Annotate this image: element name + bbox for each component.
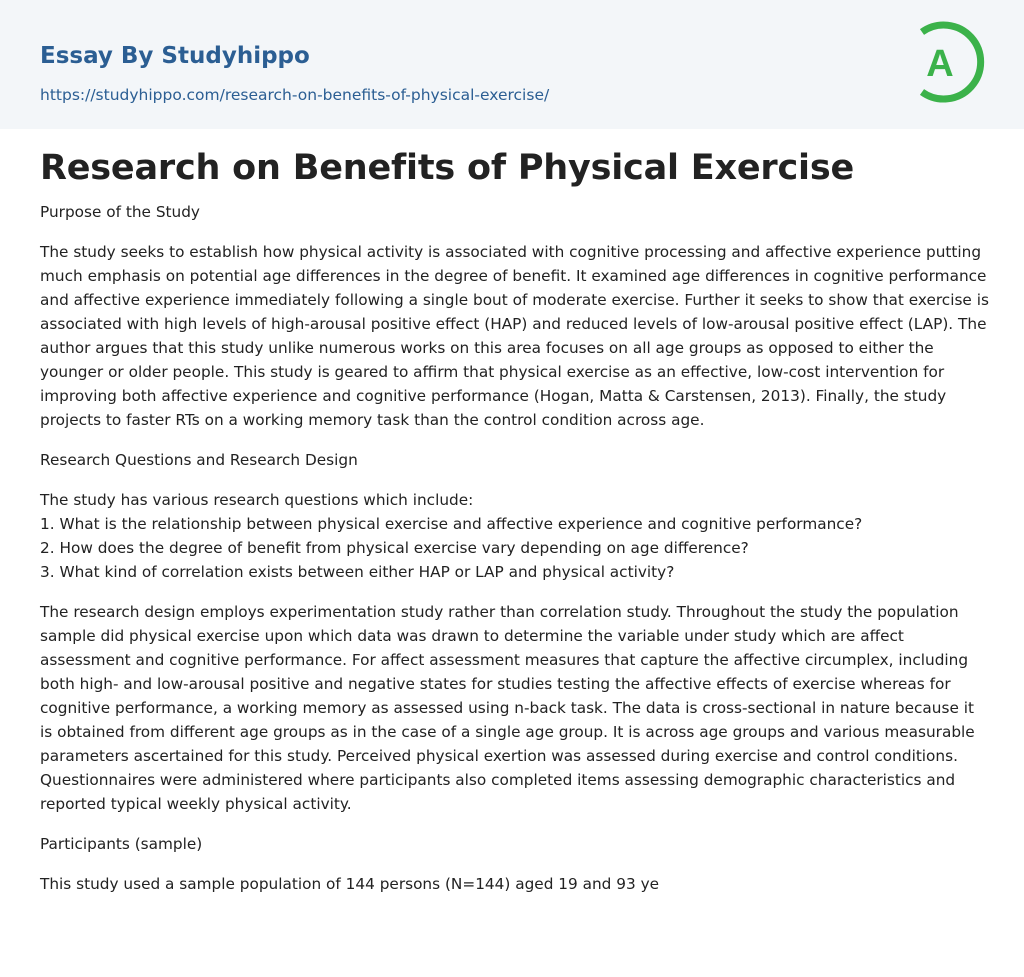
paragraph-research-design: The research design employs experimentation study rather than correlation study. Throughout the study the population sample did physical exercise upon which data was drawn to determine the variable under study which are affect assessment and cognitive performance. For affect assessment measures that capture the affective circumplex, including both high- and low-arousal positive and negative states for studies testing the affective effects of exercise whereas for cognitive performance, a working memory as assessed using n-back task. The data is cross-sectional in nature because it is obtained from different age groups as in the case of a single age group. It is across age groups and various measurable parameters ascertained for this study. Perceived physical exertion was assessed during exercise and control conditions. Questionnaires were administered where participants also completed items assessing demographic characteristics and reported typical weekly physical activity. — [40, 603, 975, 813]
logo-icon — [912, 20, 986, 104]
section-heading-participants: Participants (sample) — [40, 835, 203, 853]
studyhippo-logo[interactable] — [912, 20, 986, 104]
site-header — [0, 0, 1024, 129]
logo-letter: A — [926, 43, 954, 85]
article-url-link[interactable]: https://studyhippo.com/research-on-benefits-of-physical-exercise/ — [40, 86, 550, 104]
paragraph-research-questions: The study has various research questions which include: 1. What is the relationship between physical exercise and affective experience and cognitive performance? 2. How does the degree of benefit from physical exercise vary depending on age difference? 3. What kind of correlation exists between either HAP or LAP and physical activity? — [40, 491, 863, 581]
article-title: Research on Benefits of Physical Exercise — [40, 148, 854, 188]
site-brand[interactable]: Essay By Studyhippo — [40, 43, 310, 69]
section-heading-purpose: Purpose of the Study — [40, 203, 200, 221]
article — [40, 140, 990, 912]
paragraph-participants: This study used a sample population of 144 persons (N=144) aged 19 and 93 ye — [40, 875, 660, 893]
paragraph-purpose: The study seeks to establish how physical activity is associated with cognitive processing and affective experience putting much emphasis on potential age differences in the degree of benefit. It examined age differences in cognitive performance and affective experience immediately following a single bout of moderate exercise. Further it seeks to show that exercise is associated with high levels of high-arousal positive effect (HAP) and reduced levels of low-arousal positive effect (LAP). The author argues that this study unlike numerous works on this area focuses on all age groups as opposed to either the younger or older people. This study is geared to affirm that physical exercise as an effective, low-cost intervention for improving both affective experience and cognitive performance (Hogan, Matta & Carstensen, 2013). Finally, the study projects to faster RTs on a working memory task than the control condition across age. — [40, 243, 989, 429]
section-heading-research-questions: Research Questions and Research Design — [40, 451, 358, 469]
